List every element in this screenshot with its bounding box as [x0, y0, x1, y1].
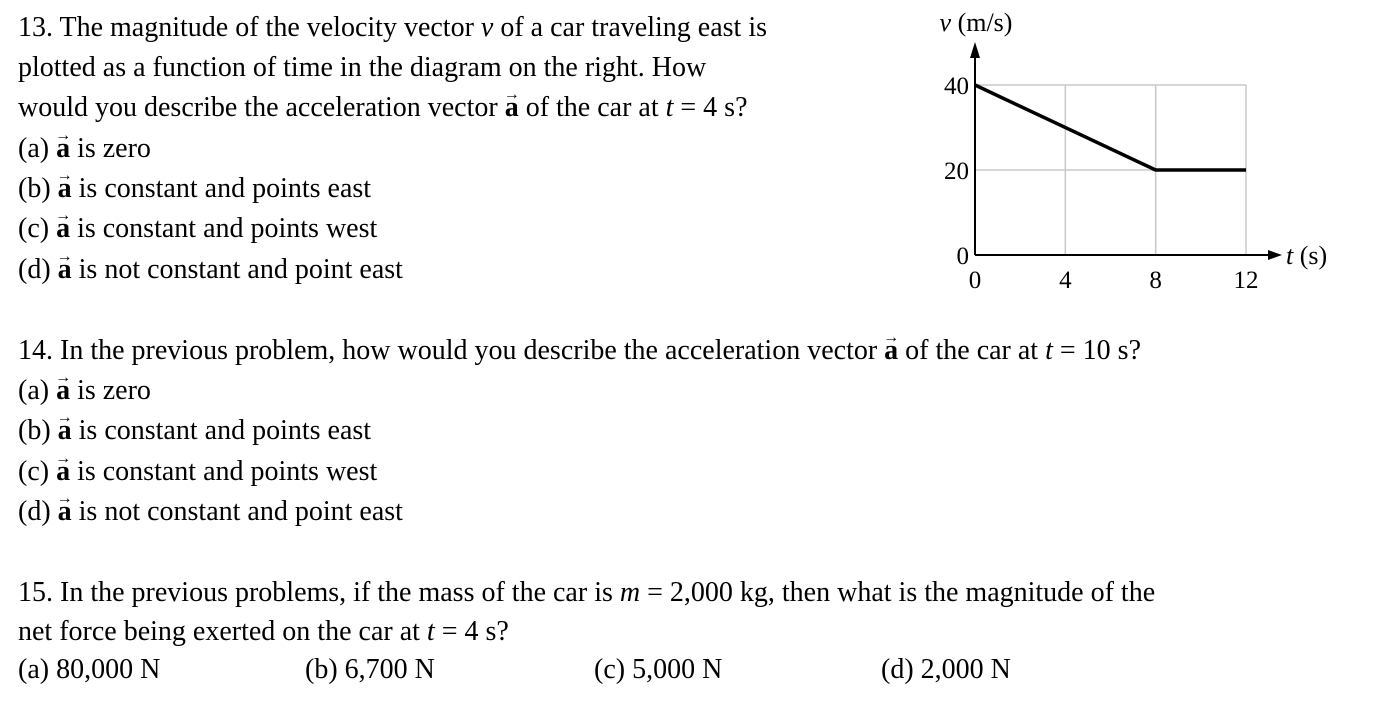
- q14-option-a: (a) → a is zero: [18, 371, 151, 411]
- y-tick-label: 40: [944, 73, 969, 100]
- chart-series: [975, 85, 1246, 170]
- q14-option-d: (d) → a is not constant and point east: [18, 492, 403, 532]
- y-axis-arrow: [970, 42, 980, 58]
- q15-option-a: (a) 80,000 N: [18, 654, 161, 685]
- q15-option-d: (d) 2,000 N: [881, 654, 1011, 685]
- q13-option-b: (b) → a is constant and points east: [18, 169, 371, 209]
- x-tick-label: 8: [1149, 267, 1162, 294]
- q15-option-c: (c) 5,000 N: [594, 654, 723, 685]
- q14-option-b: (b) → a is constant and points east: [18, 411, 371, 451]
- x-tick-label: 4: [1059, 267, 1072, 294]
- y-tick-label: 20: [944, 158, 969, 185]
- q13-option-d: (d) → a is not constant and point east: [18, 250, 403, 290]
- y-tick-label: 0: [956, 243, 969, 270]
- q14-option-c: (c) → a is constant and points west: [18, 452, 377, 492]
- q13-line-3: would you describe the acceleration vector → a of the car at t = 4 s?: [18, 88, 748, 128]
- q15-option-b: (b) 6,700 N: [305, 654, 435, 685]
- velocity-time-chart: [920, 0, 1340, 300]
- q13-line-1: 13. The magnitude of the velocity vector v of a car traveling east is: [18, 12, 767, 43]
- x-tick-label: 0: [968, 267, 982, 294]
- velocity-series-line: [975, 85, 1246, 170]
- q15-line-1: 15. In the previous problems, if the mass of the car is m = 2,000 kg, then what is the magnitude of the: [18, 577, 1156, 608]
- q13-option-a: (a) → a is zero: [18, 129, 151, 169]
- q15-line-2: net force being exerted on the car at t = 4 s?: [18, 616, 509, 647]
- x-axis-label: t (s): [1286, 241, 1328, 270]
- q13-option-c: (c) → a is constant and points west: [18, 209, 377, 249]
- chart-ticks: [944, 73, 1259, 294]
- y-axis-label: v (m/s): [939, 8, 1013, 37]
- x-axis-arrow: [1268, 250, 1282, 260]
- q14-stem: 14. In the previous problem, how would you describe the acceleration vector → a of the car at t = 10 s?: [18, 331, 1141, 371]
- chart-axes: [970, 42, 1282, 260]
- q13-line-2: plotted as a function of time in the diagram on the right. How: [18, 52, 707, 83]
- x-tick-label: 12: [1233, 267, 1259, 294]
